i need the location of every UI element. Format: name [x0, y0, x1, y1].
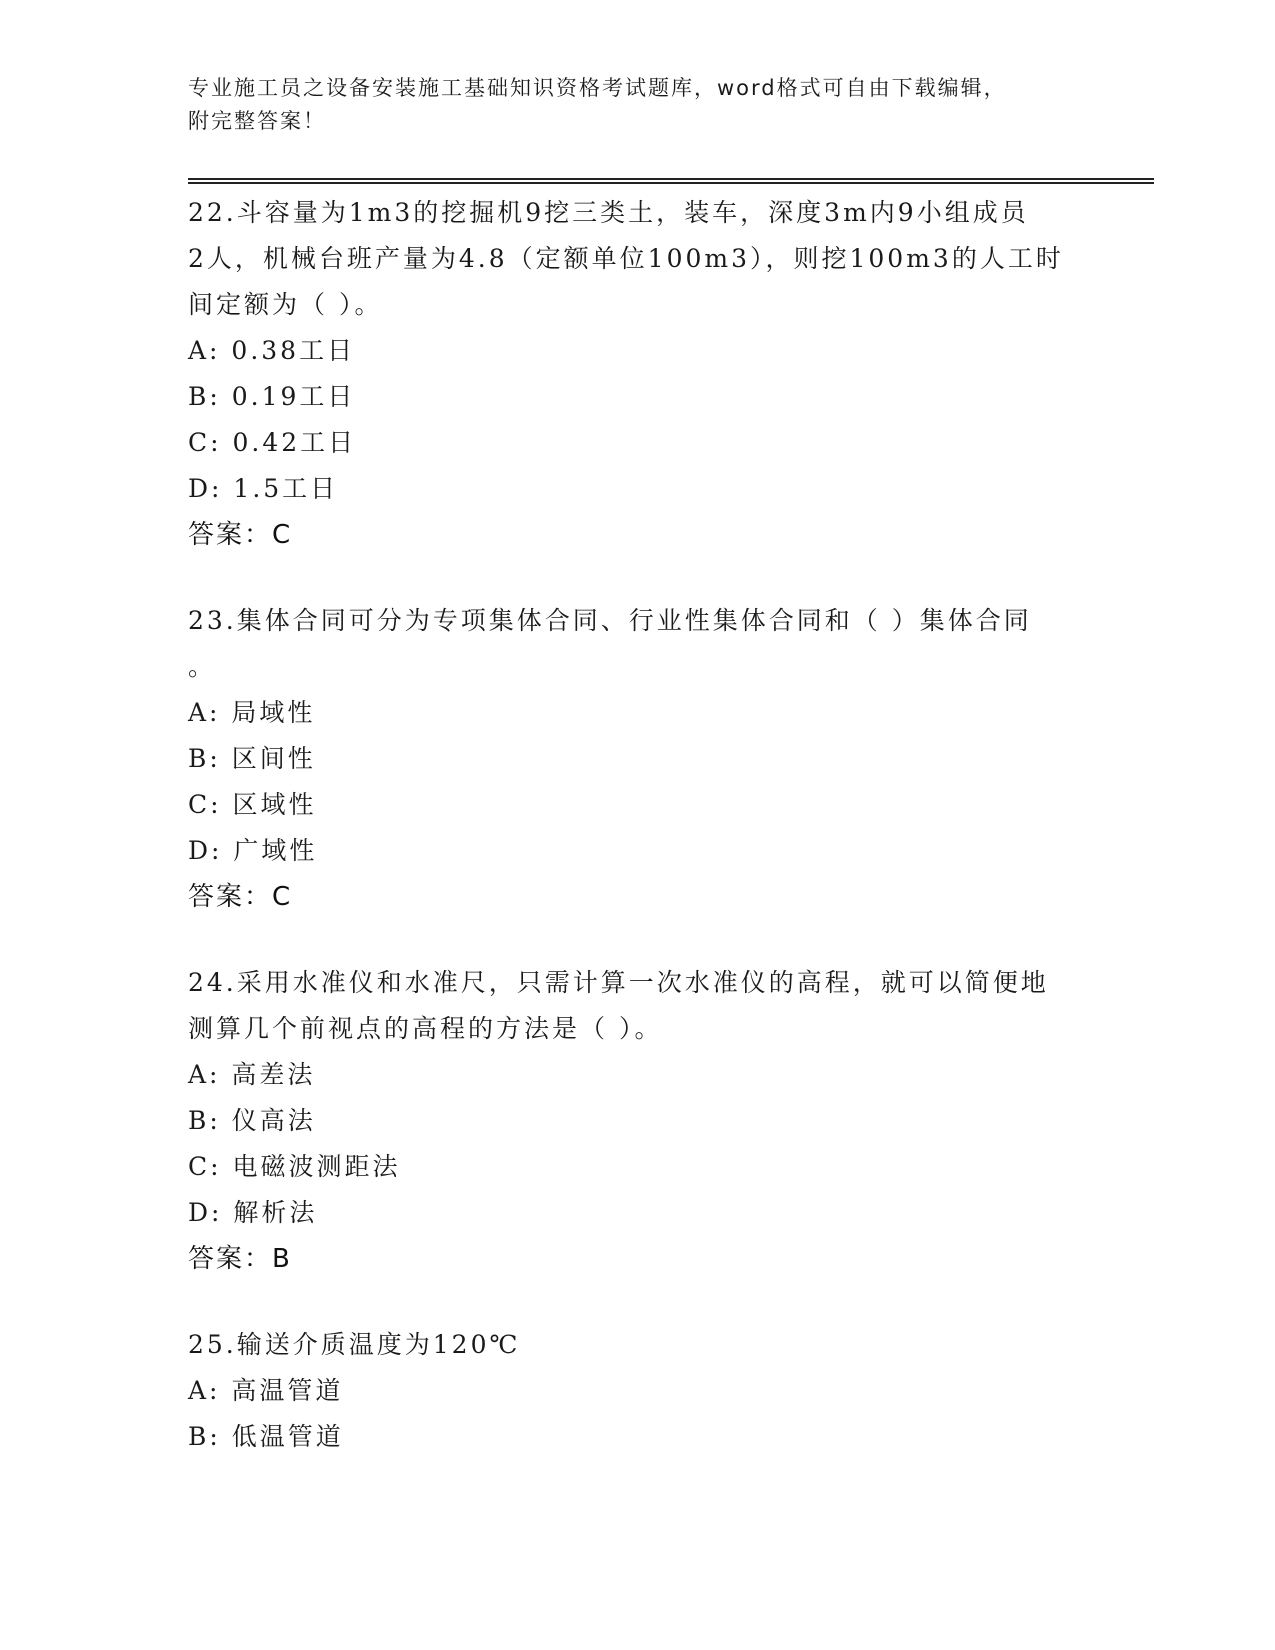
question-stem-line: 。: [188, 652, 217, 681]
question-23: [188, 598, 1088, 920]
question-24: [188, 960, 1088, 1282]
answer-line: 答案：C: [188, 520, 293, 550]
option-c: C: 电磁波测距法: [188, 1152, 401, 1181]
question-22: [188, 190, 1088, 558]
question-stem-line: 22.斗容量为1m3的挖掘机9挖三类土，装车，深度3m内9小组成员: [188, 198, 1029, 227]
document-header: [188, 72, 1068, 138]
header-line-2: 附完整答案！: [188, 109, 326, 133]
option-b: B: 区间性: [188, 744, 316, 773]
option-d: D: 解析法: [188, 1198, 318, 1227]
answer-line: 答案：B: [188, 1244, 292, 1274]
option-c: C: 0.42工日: [188, 428, 357, 457]
question-stem-line: 25.输送介质温度为120℃: [188, 1330, 521, 1359]
option-b: B: 仪高法: [188, 1106, 316, 1135]
option-a: A: 高差法: [188, 1060, 316, 1089]
question-stem-line: 测算几个前视点的高程的方法是（ ）。: [188, 1014, 663, 1043]
option-d: D: 广域性: [188, 836, 318, 865]
question-stem-line: 间定额为（ ）。: [188, 290, 383, 319]
question-stem-line: 23.集体合同可分为专项集体合同、行业性集体合同和（ ）集体合同: [188, 606, 1032, 635]
option-c: C: 区域性: [188, 790, 317, 819]
question-stem-line: 2人，机械台班产量为4.8（定额单位100m3），则挖100m3的人工时: [188, 244, 1064, 273]
question-25: [188, 1322, 1088, 1460]
option-b: B: 低温管道: [188, 1422, 344, 1451]
answer-line: 答案：C: [188, 882, 293, 912]
header-double-rule: [188, 178, 1154, 184]
question-list: [188, 190, 1088, 1500]
option-d: D: 1.5工日: [188, 474, 339, 503]
question-stem-line: 24.采用水准仪和水准尺，只需计算一次水准仪的高程，就可以简便地: [188, 968, 1049, 997]
option-a: A: 高温管道: [188, 1376, 344, 1405]
header-line-1: 专业施工员之设备安装施工基础知识资格考试题库，word格式可自由下载编辑，: [188, 76, 1007, 100]
option-a: A: 局域性: [188, 698, 316, 727]
option-b: B: 0.19工日: [188, 382, 356, 411]
option-a: A: 0.38工日: [188, 336, 356, 365]
